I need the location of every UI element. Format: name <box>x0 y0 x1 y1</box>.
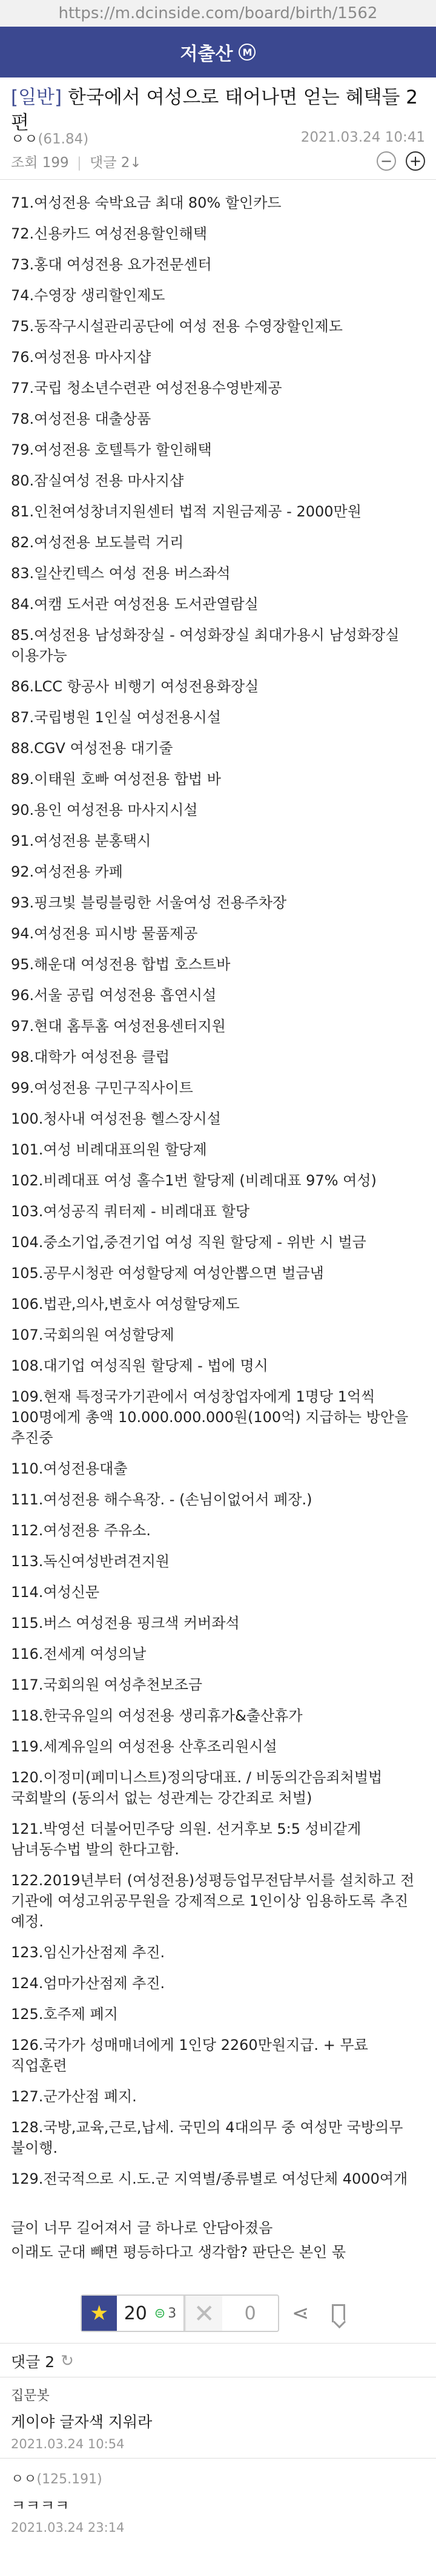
post-author[interactable]: ㅇㅇ <box>11 131 38 147</box>
divider <box>0 2458 436 2459</box>
post-line: 125.호주제 폐지 <box>11 2006 118 2023</box>
post-line: 97.현대 홈투홈 여성전용센터지원 <box>11 1018 226 1035</box>
upvote-count[interactable]: 20 <box>124 2302 147 2324</box>
comments-count: 댓글 2 <box>11 2353 55 2371</box>
post-line: 80.잠실여성 전용 마사지샵 <box>11 472 184 489</box>
post-line: 110.여성전용대출 <box>11 1460 128 1477</box>
vote-box <box>81 2294 279 2332</box>
post-line: 76.여성전용 마사지샵 <box>11 349 151 366</box>
post-line: 114.여성신문 <box>11 1584 100 1601</box>
divider <box>0 2343 436 2344</box>
post-line: 93.핑크빛 블링블링한 서울여성 전용주차장 <box>11 894 287 911</box>
fixed-upvote-count: ⊜ 3 <box>154 2296 185 2331</box>
post-line: 77.국립 청소년수련관 여성전용수영반제공 <box>11 380 282 397</box>
gallery-name: 저출산 <box>180 44 233 65</box>
post-line: 117.국회의원 여성추천보조금 <box>11 1676 203 1693</box>
post-line: 79.여성전용 호텔특가 할인해택 <box>11 441 212 458</box>
post-line: 85.여성전용 남성화장실 - 여성화장실 최대가용시 남성화장실 이용가능 <box>11 627 400 664</box>
post-line: 84.여캠 도서관 여성전용 도서관열람실 <box>11 596 259 613</box>
post-meta-author <box>11 127 425 148</box>
post-line: 121.박영선 더불어민주당 의원. 선거후보 5:5 성비같게 남녀동수법 발의 한다고함. <box>11 1820 362 1858</box>
refresh-icon[interactable]: ↻ <box>61 2352 74 2370</box>
post-line: 100.청사내 여성전용 헬스장시설 <box>11 1110 221 1127</box>
post-line: 102.비례대표 여성 홀수1번 할당제 (비례대표 97% 여성) <box>11 1172 377 1189</box>
zoom-in-icon[interactable]: + <box>406 151 425 171</box>
spacer <box>11 2199 429 2218</box>
post-line: 78.여성전용 대출상품 <box>11 410 151 427</box>
post-line: 94.여성전용 피시방 물품제공 <box>11 925 198 942</box>
post-line: 74.수영장 생리할인제도 <box>11 287 165 304</box>
down-arrow-icon: ↓ <box>130 154 142 171</box>
zoom-out-icon[interactable]: − <box>377 151 396 171</box>
post-line: 112.여성전용 주유소. <box>11 1522 151 1539</box>
post-line: 108.대기업 여성직원 할당제 - 법에 명시 <box>11 1357 268 1374</box>
post-head-label: [일반] <box>11 87 62 108</box>
post-line: 96.서울 공립 여성전용 흡연시설 <box>11 987 217 1004</box>
post-line: 107.국회의원 여성할당제 <box>11 1326 174 1343</box>
post-line: 98.대학가 여성전용 클럽 <box>11 1049 170 1066</box>
post-outro-line: 이래도 군대 빼면 평등하다고 생각함? 판단은 본인 몫 <box>11 2244 346 2261</box>
post-line: 113.독신여성반려견지원 <box>11 1553 170 1570</box>
minor-gallery-badge-icon: M <box>239 44 256 61</box>
comment-text: 게이야 글자색 지워라 <box>11 2413 153 2431</box>
post-line: 123.임신가산점제 추진. <box>11 1944 165 1961</box>
comment-date: 2021.03.24 23:14 <box>11 2520 125 2535</box>
post-line: 87.국립병원 1인실 여성전용시설 <box>11 709 221 726</box>
post-line: 124.엄마가산점제 추진. <box>11 1975 165 1992</box>
post-line: 86.LCC 항공사 비행기 여성전용화장실 <box>11 678 259 695</box>
downvote-count[interactable]: 0 <box>244 2302 256 2324</box>
post-line: 127.군가산점 폐지. <box>11 2088 137 2105</box>
bookmark-icon[interactable] <box>322 2294 355 2332</box>
post-outro-line: 글이 너무 길어져서 글 하나로 안담아졌음 <box>11 2219 273 2236</box>
post-line: 104.중소기업,중견기업 여성 직원 할당제 - 위반 시 벌금 <box>11 1234 366 1251</box>
post-line: 111.여성전용 해수욕장. - (손님이없어서 폐장.) <box>11 1491 312 1508</box>
post-line: 122.2019년부터 (여성전용)성평등업무전담부서를 설치하고 전 기관에 여성고위공무원을 강제적으로 1인이상 임용하도록 추진 예정. <box>11 1872 415 1930</box>
comments-header <box>11 2349 74 2373</box>
comment-author[interactable]: ㅇㅇ <box>11 2472 37 2487</box>
post-date: 2021.03.24 10:41 <box>300 130 425 145</box>
post-line: 115.버스 여성전용 핑크색 커버좌석 <box>11 1615 240 1632</box>
comment-date: 2021.03.24 10:54 <box>11 2437 125 2451</box>
post-line: 95.해운대 여성전용 합법 호스트바 <box>11 956 231 973</box>
medal-icon: ⊜ <box>154 2305 166 2321</box>
post-line: 89.이태원 호빠 여성전용 합법 바 <box>11 771 221 788</box>
view-count: 조회 199 <box>11 154 69 171</box>
post-line: 129.전국적으로 시.도.군 지역별/종류별로 여성단체 4000여개 <box>11 2170 408 2187</box>
post-line: 116.전세계 여성의날 <box>11 1645 147 1662</box>
post-line: 105.공무시청관 여성할당제 여성안뽑으면 벌금냄 <box>11 1265 324 1282</box>
star-icon[interactable]: ★ <box>82 2296 117 2331</box>
post-line: 83.일산킨텍스 여성 전용 버스좌석 <box>11 565 231 582</box>
downvote-icon[interactable]: ✕ <box>185 2296 222 2331</box>
post-line: 128.국방,교육,근로,납세. 국민의 4대의무 중 여성만 국방의무 불이행. <box>11 2119 403 2156</box>
post-line: 126.국가가 성매매녀에게 1인당 2260만원지급. + 무료 직업훈련 <box>11 2037 368 2074</box>
share-icon[interactable]: ⋖ <box>291 2301 309 2325</box>
post-line: 103.여성공직 쿼터제 - 비례대표 할당 <box>11 1203 250 1220</box>
post-line: 88.CGV 여성전용 대기줄 <box>11 740 173 757</box>
post-line: 72.신용카드 여성전용할인해택 <box>11 225 208 242</box>
divider <box>0 179 436 180</box>
post-title-text: 한국에서 여성으로 태어나면 얻는 혜택들 2편 <box>11 87 418 134</box>
address-bar[interactable] <box>0 0 436 27</box>
post-author-ip: (61.84) <box>38 131 89 147</box>
comment-text: ㅋㅋㅋㅋ <box>11 2497 70 2514</box>
post-line: 101.여성 비례대표의원 할당제 <box>11 1141 207 1158</box>
post-line: 99.여성전용 구민구직사이트 <box>11 1079 193 1096</box>
post-line: 81.인천여성창녀지원센터 법적 지원금제공 - 2000만원 <box>11 503 362 520</box>
post-line: 120.이정미(페미니스트)정의당대표. / 비동의간음죄처벌법 국회발의 (동의서 없는 성관계는 강간죄로 처벌) <box>11 1769 383 1807</box>
post-line: 71.여성전용 숙박요금 최대 80% 할인카드 <box>11 194 282 211</box>
post-meta-stats: 조회 199 | 댓글 2↓ − + <box>11 149 425 173</box>
post-line: 91.여성전용 분홍택시 <box>11 832 151 849</box>
post-line: 106.법관,의사,변호사 여성할당제도 <box>11 1296 240 1313</box>
post-line: 73.홍대 여성전용 요가전문센터 <box>11 256 212 273</box>
gallery-header[interactable] <box>0 27 436 77</box>
comment-count-link[interactable]: 댓글 2↓ <box>90 154 142 171</box>
recommend-bar <box>0 2288 436 2338</box>
post-line: 118.한국유일의 여성전용 생리휴가&출산휴가 <box>11 1707 303 1724</box>
comment-author-ip: (125.191) <box>36 2472 102 2487</box>
post-line: 75.동작구시설관리공단에 여성 전용 수영장할인제도 <box>11 318 343 335</box>
post-line: 90.용인 여성전용 마사지시설 <box>11 802 198 819</box>
url-text: https://m.dcinside.com/board/birth/1562 <box>58 4 378 22</box>
post-line: 119.세계유일의 여성전용 산후조리원시설 <box>11 1738 277 1755</box>
comment-item <box>11 2469 429 2535</box>
post-body <box>11 193 429 2266</box>
post-line: 82.여성전용 보도블럭 거리 <box>11 534 184 551</box>
comment-author[interactable]: 집문봇 <box>11 2388 50 2403</box>
comment-item <box>11 2385 429 2451</box>
post-line: 92.여성전용 카페 <box>11 863 123 880</box>
post-line: 109.현재 특정국가기관에서 여성창업자에게 1명당 1억씩 100명에게 총액 10.000.000.000원(100억) 지급하는 방안을 추진중 <box>11 1388 409 1446</box>
